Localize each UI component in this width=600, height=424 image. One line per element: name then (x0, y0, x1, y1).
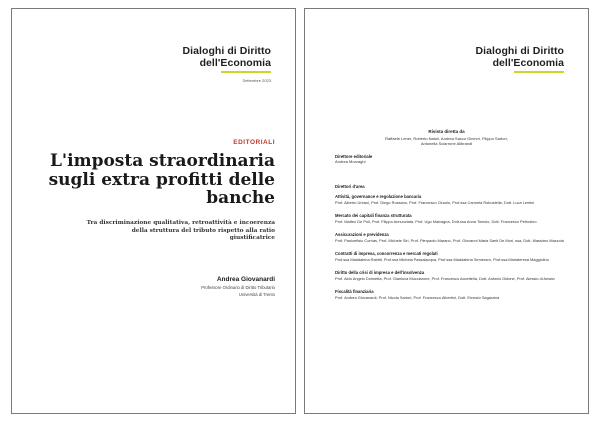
journal-title-line1: Dialoghi di Diritto (475, 45, 564, 57)
article-title: L'imposta straordinaria sugli extra profitti delle banche (48, 151, 275, 208)
journal-title-line2: dell'Economia (492, 57, 564, 69)
issue-date: Settembre 2023 (242, 78, 271, 83)
board-name: Fiscalità finanziaria (335, 289, 374, 294)
masthead-page (304, 8, 589, 414)
editorial-direction (335, 154, 575, 164)
board-name: Mercato dei capitali finanza strutturata (335, 213, 412, 218)
section-label: EDITORIALI (233, 139, 275, 146)
editorial-label: Direttore editoriale (335, 154, 373, 159)
board-section (335, 213, 575, 224)
directors-names-line1: Raffaele Lener, Roberto Natoli, Andrea Sacco Ginevri, Filippo Sartori, (385, 135, 508, 141)
area-directors-title: Direttori d'area (335, 184, 365, 189)
journal-brand (476, 45, 564, 73)
article-subtitle: Tra discriminazione qualitativa, retroattività e incoerenza della struttura del tributo rispetto alla ratio giustificatrice (86, 220, 275, 242)
journal-brand (183, 45, 271, 83)
editorial-name: Andrea Morzaghi (335, 159, 366, 164)
board-members: Prof. Alberto Urbani, Prof. Diego Rossano, Prof. Francesco Ciraolo, Prof.ssa Carmela Robustella, Dott. Luca Lentini (335, 199, 535, 205)
board-members: Prof.ssa Maddalena Rabitti, Prof.ssa Michela Passalacqua, Prof.ssa Maddalena Semeraro, Prof.ssa Mariateresa Maggiolino (335, 256, 549, 262)
board-name: Contratti di impresa, concorrenza e mercati regolati (335, 251, 438, 256)
area-directors (335, 184, 575, 308)
author-block (201, 276, 275, 297)
board-members: Prof. Andrea Giovanardi, Prof. Nicola Sartori, Prof. Francesco Albertini, Dott. Ernesto Sagarzina (335, 294, 500, 300)
brand-accent-bar (221, 71, 271, 73)
board-members: Prof. Paoloefisio Corrias, Prof. Michele Siri, Prof. Pierpaolo Marano, Prof. Giovanni Maria Santi De Mori, ssa, Dott. Massimo Mazzola (335, 237, 564, 243)
board-section (335, 270, 575, 281)
board-members: Prof. Aldo Angelo Dolmetta, Prof. Gianluca Mucciarone, Prof. Francesco Accettella, Dott. Antonio Didone, Prof. Alessio di Amato (335, 275, 555, 281)
board-section (335, 232, 575, 243)
cover-page (11, 8, 296, 414)
journal-title-line1: Dialoghi di Diritto (182, 45, 271, 57)
board-name: Diritto della crisi di impresa e dell'insolvenza (335, 270, 425, 275)
directors-heading: Rivista diretta da (428, 129, 465, 134)
journal-title-line2: dell'Economia (199, 57, 271, 69)
board-name: Assicurazioni e previdenza (335, 232, 389, 237)
author-institution: Università di Trento (238, 292, 275, 297)
board-section (335, 194, 575, 205)
board-section (335, 251, 575, 262)
board-section (335, 289, 575, 300)
author-role: Professore Ordinario di Diritto Tributario (201, 285, 275, 290)
directors-names-line2: Antonella Sciarrone Alibrandi (420, 141, 473, 147)
brand-accent-bar (514, 71, 564, 73)
board-name: Attività, governance e regolazione bancaria (335, 194, 422, 199)
directors-block (305, 129, 588, 147)
board-members: Prof. Matteo De Poli, Prof. Filippo Annunziata, Prof. Ugo Malvagna, Dott.ssa Anna Toniolo, Dott. Francesco Petrosino (335, 218, 537, 224)
author-name: Andrea Giovanardi (216, 276, 275, 283)
